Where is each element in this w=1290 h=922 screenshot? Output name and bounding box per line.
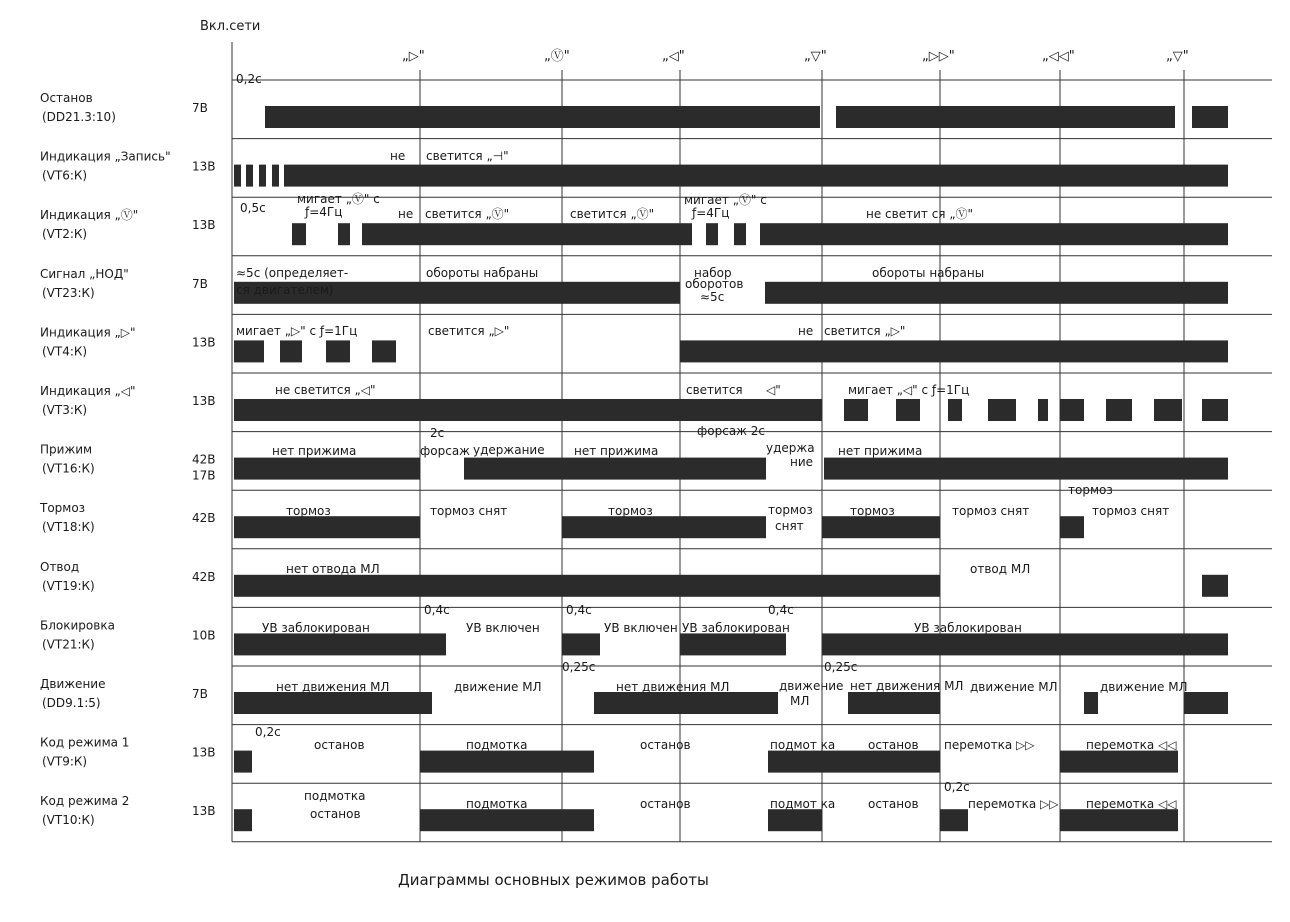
row-annotation: МЛ [790,694,810,708]
signal-row [40,660,1228,714]
row-voltage: 42В [192,511,216,526]
row-voltage: 10В [192,628,216,643]
signal-row [40,780,1178,831]
row-annotation: движение МЛ [970,680,1058,694]
row-annotation: УВ включен [604,621,678,635]
row-annotation: 0,2с [944,780,970,794]
row-annotation: тормоз снят [1092,504,1170,518]
mode-markers [402,49,1189,64]
signal-segment [420,809,594,831]
row-annotation: ≈5с (определяет- [236,266,349,280]
signal-segment [259,165,266,187]
row-annotation: оборотов [685,277,744,291]
signal-segment [265,106,820,128]
row-ref: (DD21.3:10) [42,110,116,124]
row-annotation: 0,2с [236,72,262,86]
signal-segment [272,165,279,187]
row-annotation: не [798,324,814,338]
signal-segment [896,399,920,421]
row-name: Отвод [40,559,80,574]
signal-segment [844,399,868,421]
signal-segment [822,633,1228,655]
signal-segment [234,458,420,480]
signal-segment [338,223,350,245]
row-annotation: подмотка [304,789,366,803]
signal-segment [372,340,396,362]
row-annotation: светится [686,383,743,397]
row-annotation: 0,4с [566,603,592,617]
row-annotation: светится „▷" [824,324,906,338]
row-ref: (VT18:К) [42,520,95,535]
signal-segment [234,516,420,538]
row-annotation: 0,2с [255,725,281,739]
signal-segment [768,751,940,773]
row-annotation: обороты набраны [426,266,539,280]
row-ref: (VT21:К) [42,637,95,652]
signal-row [40,149,1228,187]
row-annotation: не светится „◁" [275,383,376,397]
row-annotation: УВ включен [466,621,540,635]
row-annotation: светится „Ⓥ" [425,207,510,221]
row-annotation: УВ заблокирован [262,621,370,635]
signal-segment [1084,692,1098,714]
signal-row [40,383,1228,421]
row-voltage: 13В [192,159,216,174]
row-annotation: обороты набраны [872,266,985,280]
row-annotation: мигает „Ⓥ" с [297,192,380,206]
row-annotation: снят [775,519,804,533]
row-annotation: тормоз снят [952,504,1030,518]
row-annotation: движение МЛ [454,680,542,694]
row-annotation: останов [868,797,919,811]
mode-marker: „▷▷" [922,49,955,64]
row-annotation: останов [310,807,361,821]
row-voltage: 13В [192,335,216,350]
row-name: Блокировка [40,618,115,633]
row-annotation: удержание [473,443,545,457]
row-annotation: УВ заблокирован [682,621,790,635]
signal-segment [234,692,246,714]
signal-rows [39,72,1228,831]
row-name: Тормоз [40,501,86,516]
row-name: Движение [40,677,106,691]
row-annotation: останов [314,738,365,752]
row-annotation: мигает „◁" с ƒ=1Гц [848,383,970,397]
signal-segment [822,516,940,538]
row-ref: (VT16:К) [42,461,95,476]
row-ref: (VT9:К) [42,754,88,769]
row-annotation: ние [790,455,814,469]
signal-row [40,192,1228,245]
signal-segment [234,575,940,597]
row-annotation: подмот ка [770,797,836,811]
signal-segment [988,399,1016,421]
row-annotation: мигает „▷" с ƒ=1Гц [236,324,358,338]
signal-segment [594,692,778,714]
signal-segment [246,165,253,187]
row-voltage: 7В [192,687,208,701]
row-annotation: тормоз [850,504,895,518]
signal-segment [1060,751,1178,773]
row-annotation: УВ заблокирован [914,621,1022,635]
row-annotation: не [390,149,406,163]
row-annotation: нет прижима [272,444,357,458]
row-voltage: 7В [192,276,208,291]
row-annotation: ƒ=4Гц [305,205,343,219]
signal-row [40,324,1228,362]
row-annotation: тормоз [608,504,653,518]
row-ref: (VT19:К) [42,578,95,593]
row-annotation: перемотка ▷▷ [944,738,1035,752]
row-annotation: останов [868,738,919,752]
row-name: Код режима 2 [40,794,130,809]
row-annotation: форсаж [420,444,470,458]
signal-row [40,560,1228,597]
row-annotation: нет прижима [574,444,659,458]
signal-segment [680,340,1228,362]
row-annotation: набор [694,266,732,280]
row-annotation: не светит ся „Ⓥ" [866,207,974,221]
row-name: Индикация „Запись" [40,149,171,164]
signal-segment [234,751,252,773]
row-annotation: отвод МЛ [970,562,1031,576]
signal-segment [1202,575,1228,597]
row-voltage: 13В [192,745,216,760]
signal-segment [234,165,241,187]
signal-segment [464,458,766,480]
row-name: Сигнал „НОД" [40,266,129,281]
power-on-label: Вкл.сети [200,19,261,34]
row-annotation: останов [640,738,691,752]
signal-segment [1154,399,1182,421]
row-annotation: перемотка ▷▷ [968,797,1059,811]
signal-segment [246,692,432,714]
signal-segment [1038,399,1048,421]
signal-segment [420,751,594,773]
row-annotation: подмот ка [770,738,836,752]
row-voltage-low: 17В [192,468,216,483]
row-annotation: 0,25с [562,660,596,674]
signal-segment [836,106,1175,128]
signal-segment [562,633,600,655]
mode-marker: „▷" [402,49,425,64]
signal-segment [284,165,1228,187]
signal-segment [362,223,692,245]
row-annotation: нет движения МЛ [850,679,964,693]
signal-segment [1184,692,1228,714]
row-annotation: светится „▷" [428,324,510,338]
mode-marker: „Ⓥ" [544,49,570,64]
signal-segment [1060,399,1084,421]
signal-segment [562,516,766,538]
row-annotation: тормоз снят [430,504,508,518]
signal-segment [1060,516,1084,538]
grid [232,42,1272,842]
row-name: Индикация „▷" [40,325,136,340]
row-voltage: 13В [192,218,216,233]
signal-row [40,725,1178,773]
signal-segment [1202,399,1228,421]
row-annotation: мигает „Ⓥ" с [684,193,767,207]
row-name: Индикация „Ⓥ" [40,208,139,223]
row-annotation: 0,25с [824,660,858,674]
row-annotation: ≈5с [700,290,725,304]
diagram-caption: Диаграммы основных режимов работы [398,871,709,889]
signal-segment [234,399,822,421]
row-annotation: удержа [766,441,815,455]
signal-segment [234,809,252,831]
row-ref: (VT23:К) [42,285,95,300]
signal-row [40,266,1228,304]
signal-segment [680,633,786,655]
row-name: Индикация „◁" [40,384,136,398]
row-annotation: нет прижима [838,444,923,458]
signal-segment [706,223,718,245]
signal-row [40,424,1228,483]
row-annotation: не [398,207,414,221]
row-voltage: 42В [192,452,216,467]
mode-marker: „▽" [804,49,827,64]
row-annotation: 0,4с [424,603,450,617]
signal-segment [280,340,302,362]
signal-segment [1106,399,1132,421]
signal-segment [948,399,962,421]
mode-marker: „◁◁" [1042,49,1075,64]
row-annotation: останов [640,797,691,811]
signal-segment [824,458,1228,480]
row-ref: (VT10:К) [42,813,95,828]
row-ref: (DD9.1:5) [42,696,101,710]
row-ref: (VT2:К) [42,227,88,242]
row-ref: (VT6:К) [42,168,88,183]
signal-segment [768,809,822,831]
row-annotation: нет движения МЛ [276,680,390,694]
row-annotation: светится „Ⓥ" [570,207,655,221]
signal-row [40,603,1228,655]
row-annotation: движение [779,679,844,693]
row-annotation: перемотка ◁◁ [1086,797,1177,811]
row-annotation: ◁" [766,383,781,397]
row-annotation: ƒ=4Гц [692,206,730,220]
row-annotation: тормоз [286,504,331,518]
row-annotation: движение МЛ [1100,680,1188,694]
row-annotation: нет движения МЛ [616,680,730,694]
row-ref: (VT3:К) [42,403,88,417]
row-ref: (VT4:К) [42,344,88,359]
row-annotation: 2с [430,426,445,440]
row-annotation: светится „⊣" [426,149,509,163]
signal-segment [940,809,968,831]
signal-segment [326,340,350,362]
row-annotation: подмотка [466,797,528,811]
mode-marker: „▽" [1166,49,1189,64]
signal-row [39,483,1169,538]
signal-segment [1060,809,1178,831]
row-annotation: 0,4с [768,603,794,617]
signal-segment [848,692,940,714]
row-annotation: перемотка ◁◁ [1086,738,1177,752]
row-voltage: 7В [192,101,208,115]
row-voltage: 13В [192,804,216,819]
mode-marker: „◁" [662,49,685,64]
signal-segment [1192,106,1228,128]
row-name: Код режима 1 [40,735,130,750]
row-annotation: 0,5с [240,201,266,215]
signal-segment [734,223,746,245]
signal-segment [760,223,1228,245]
row-annotation: ся двигателем) [236,283,334,297]
signal-segment [292,223,306,245]
row-annotation: тормоз [768,503,813,517]
row-voltage: 13В [192,394,216,408]
signal-segment [765,282,1228,304]
row-name: Прижим [40,442,93,457]
signal-segment [234,340,264,362]
row-annotation: тормоз [1068,483,1113,497]
row-annotation: форсаж 2с [697,424,766,438]
signal-segment [234,633,446,655]
row-name: Останов [40,91,93,105]
row-voltage: 42В [192,569,216,584]
row-annotation: нет отвода МЛ [286,562,380,576]
row-annotation: подмотка [466,738,528,752]
